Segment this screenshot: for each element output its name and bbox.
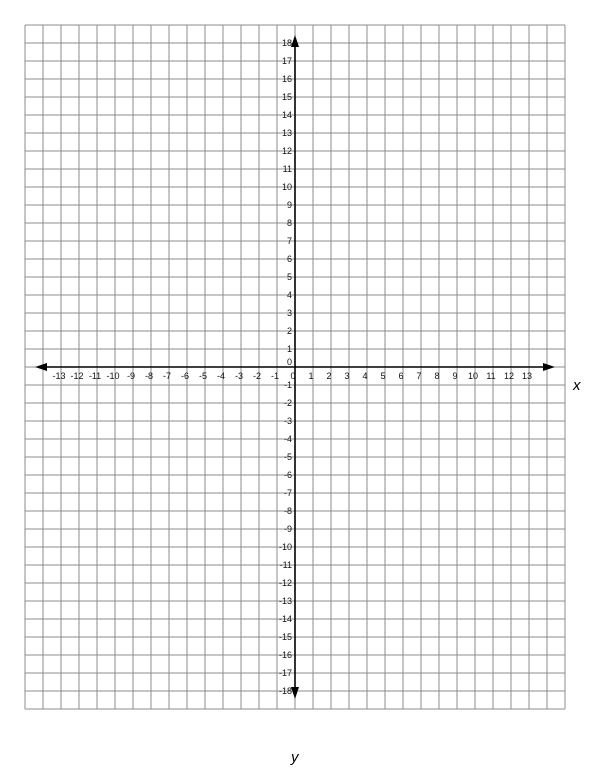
y-tick-label: -5	[283, 452, 292, 462]
y-tick-label: 3	[286, 308, 292, 318]
y-tick-label: -9	[283, 524, 292, 534]
x-axis-label: x	[573, 377, 581, 394]
y-tick-label: 17	[281, 56, 292, 66]
y-tick-label: 10	[281, 182, 292, 192]
x-tick-label: -5	[198, 371, 208, 381]
x-tick-label: -7	[162, 371, 172, 381]
y-axis-up-arrow-icon	[291, 35, 299, 47]
y-tick-label: -1	[283, 380, 292, 390]
x-tick-label: -8	[144, 371, 154, 381]
y-tick-label: 7	[286, 236, 292, 246]
y-tick-label: 6	[286, 254, 292, 264]
x-tick-label: -11	[88, 371, 102, 381]
x-tick-label: -10	[106, 371, 120, 381]
y-tick-label: -2	[283, 398, 292, 408]
y-tick-label: -4	[283, 434, 292, 444]
x-tick-label: 10	[467, 371, 479, 381]
y-axis-label: y	[291, 749, 299, 766]
y-tick-label: -15	[278, 632, 292, 642]
x-tick-label: -2	[252, 371, 262, 381]
y-tick-label: 5	[286, 272, 292, 282]
y-tick-label: -3	[283, 416, 292, 426]
y-tick-label: -7	[283, 488, 292, 498]
x-tick-label: 12	[503, 371, 515, 381]
y-tick-label: 18	[281, 38, 292, 48]
x-tick-label: -4	[216, 371, 226, 381]
x-tick-label: 4	[362, 371, 368, 381]
x-tick-label: 5	[380, 371, 386, 381]
x-tick-label: 3	[344, 371, 350, 381]
y-axis-down-arrow-icon	[291, 687, 299, 699]
x-tick-label: -9	[126, 371, 136, 381]
y-tick-label: 14	[281, 110, 292, 120]
y-tick-label: 1	[286, 344, 292, 354]
x-tick-label: -6	[180, 371, 190, 381]
y-tick-label: 4	[286, 290, 292, 300]
x-tick-labels	[52, 371, 532, 381]
y-tick-label: -11	[279, 560, 292, 570]
x-tick-label: 6	[398, 371, 404, 381]
x-tick-label: -13	[52, 371, 66, 381]
x-axis-right-arrow-icon	[543, 363, 555, 371]
y-tick-label: -14	[278, 614, 292, 624]
y-tick-label: 11	[282, 164, 292, 174]
y-tick-label: 16	[281, 74, 292, 84]
x-tick-label: 11	[486, 371, 496, 381]
origin-label: 0	[286, 357, 292, 367]
x-axis-left-arrow-icon	[35, 363, 47, 371]
x-tick-label: 1	[308, 371, 314, 381]
y-tick-label: -17	[278, 668, 292, 678]
y-tick-label: 13	[281, 128, 292, 138]
y-tick-label: 9	[286, 200, 292, 210]
axes	[35, 35, 555, 699]
x-tick-label: -12	[70, 371, 84, 381]
x-tick-label: 0	[290, 371, 296, 381]
y-tick-label: -16	[278, 650, 292, 660]
y-tick-label: -18	[278, 686, 292, 696]
x-tick-label: -1	[270, 371, 280, 381]
y-tick-label: -10	[278, 542, 292, 552]
y-tick-label: -8	[283, 506, 292, 516]
y-tick-label: 12	[281, 146, 292, 156]
x-tick-label: 8	[434, 371, 440, 381]
x-tick-label: 7	[416, 371, 422, 381]
x-tick-label: 9	[452, 371, 458, 381]
x-tick-label: -3	[234, 371, 244, 381]
x-tick-label: 2	[326, 371, 332, 381]
y-tick-label: 15	[281, 92, 292, 102]
y-tick-label: -6	[283, 470, 292, 480]
y-tick-label: -12	[278, 578, 292, 588]
x-tick-label: 13	[521, 371, 533, 381]
y-tick-label: 8	[286, 218, 292, 228]
y-tick-label: -13	[278, 596, 292, 606]
y-tick-label: 2	[286, 326, 292, 336]
